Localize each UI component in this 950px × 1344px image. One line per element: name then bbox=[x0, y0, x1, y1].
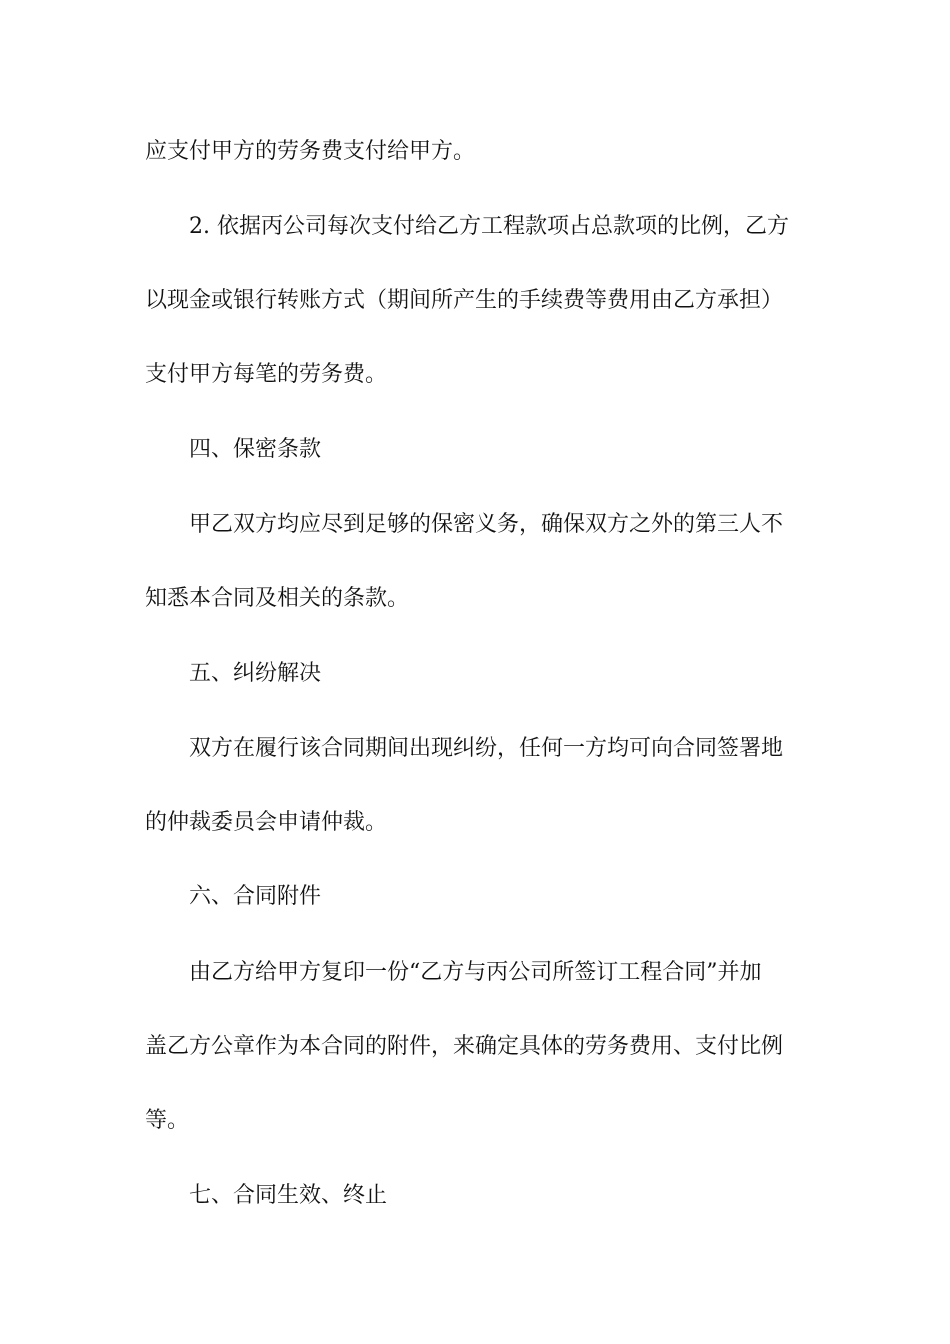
paragraph-line: 盖乙方公章作为本合同的附件，来确定具体的劳务费用、支付比例 bbox=[145, 1034, 784, 1059]
section-heading: 五、纠纷解决 bbox=[189, 661, 322, 686]
paragraph-line: 支付甲方每笔的劳务费。 bbox=[145, 362, 388, 387]
paragraph-line: 知悉本合同及相关的条款。 bbox=[145, 586, 410, 611]
paragraph-line: 双方在履行该合同期间出现纠纷，任何一方均可向合同签署地 bbox=[189, 736, 784, 761]
paragraph-line: 2. 依据丙公司每次支付给乙方工程款项占总款项的比例，乙方 bbox=[189, 214, 789, 239]
paragraph-line: 应支付甲方的劳务费支付给甲方。 bbox=[145, 139, 476, 164]
paragraph-line: 以现金或银行转账方式（期间所产生的手续费等费用由乙方承担） bbox=[145, 288, 784, 313]
paragraph-line: 甲乙双方均应尽到足够的保密义务，确保双方之外的第三人不 bbox=[189, 512, 784, 537]
paragraph-line: 的仲裁委员会申请仲裁。 bbox=[145, 810, 388, 835]
section-heading: 七、合同生效、终止 bbox=[189, 1183, 388, 1208]
section-heading: 四、保密条款 bbox=[189, 437, 322, 462]
paragraph-line: 等。 bbox=[145, 1108, 190, 1133]
section-heading: 六、合同附件 bbox=[189, 884, 322, 909]
paragraph-line: 由乙方给甲方复印一份“乙方与丙公司所签订工程合同”并加 bbox=[189, 960, 762, 985]
